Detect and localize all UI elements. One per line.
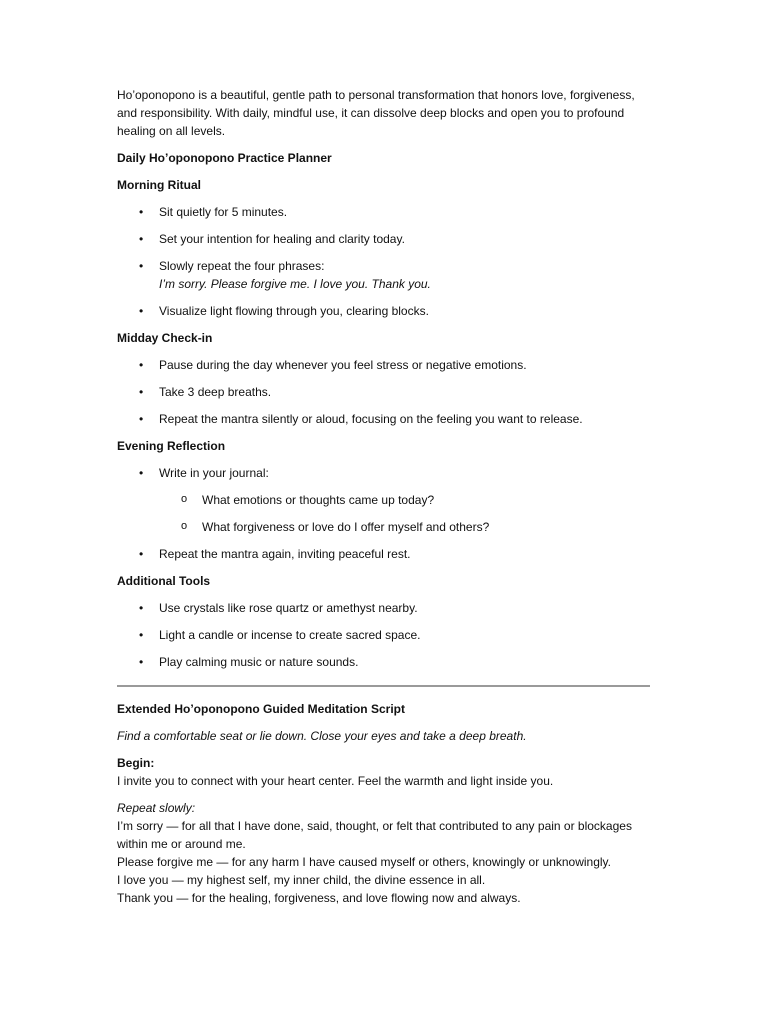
- planner-title: Daily Ho’oponopono Practice Planner: [117, 151, 332, 165]
- list-item: • Repeat the mantra again, inviting peaceful rest.: [117, 545, 650, 563]
- journal-prompts-list: [159, 491, 650, 536]
- meditation-title: Extended Ho’oponopono Guided Meditation Script: [117, 702, 405, 716]
- begin-label: Begin:: [117, 756, 155, 770]
- repeat-label: Repeat slowly:: [117, 801, 196, 815]
- list-item: • Repeat the mantra silently or aloud, focusing on the feeling you want to release.: [117, 410, 650, 428]
- evening-list: [117, 464, 650, 563]
- mantra-line: I love you — my highest self, my inner child, the divine essence in all.: [117, 873, 486, 887]
- document-content: [117, 86, 650, 916]
- list-item: • Take 3 deep breaths.: [117, 383, 650, 401]
- list-item: • Use crystals like rose quartz or amethyst nearby.: [117, 599, 650, 617]
- list-item: • Slowly repeat the four phrases: I’m sorry. Please forgive me. I love you. Thank you.: [117, 257, 650, 293]
- sub-list-item: o What emotions or thoughts came up today?: [117, 491, 650, 509]
- horizontal-divider: [117, 685, 650, 687]
- list-item: • Visualize light flowing through you, clearing blocks.: [117, 302, 650, 320]
- begin-text: I invite you to connect with your heart center. Feel the warmth and light inside you.: [117, 774, 554, 788]
- list-item: • Set your intention for healing and clarity today.: [117, 230, 650, 248]
- morning-heading: Morning Ritual: [117, 178, 201, 192]
- begin-section: [117, 754, 650, 790]
- midday-heading: Midday Check-in: [117, 331, 213, 345]
- tools-heading: Additional Tools: [117, 574, 211, 588]
- mantra-line: Thank you — for the healing, forgiveness, and love flowing now and always.: [117, 891, 521, 905]
- list-item: • Pause during the day whenever you feel stress or negative emotions.: [117, 356, 650, 374]
- list-item: • Light a candle or incense to create sacred space.: [117, 626, 650, 644]
- midday-list: [117, 356, 650, 428]
- mantra-line: Please forgive me — for any harm I have caused myself or others, knowingly or unknowingly.: [117, 855, 612, 869]
- meditation-instruction: Find a comfortable seat or lie down. Close your eyes and take a deep breath.: [117, 729, 527, 743]
- list-item: • Sit quietly for 5 minutes.: [117, 203, 650, 221]
- sub-list-item: o What forgiveness or love do I offer myself and others?: [117, 518, 650, 536]
- list-item: • Write in your journal: o What emotions or thoughts came up today? o What forgiveness or love do I offer myself and others?: [117, 464, 650, 536]
- tools-list: [117, 599, 650, 671]
- intro-paragraph: Ho’oponopono is a beautiful, gentle path to personal transformation that honors love, forgiveness, and responsibility. With daily, mindful use, it can dissolve deep blocks and open you to profound healing on all levels.: [117, 88, 635, 138]
- repeat-section: [117, 799, 650, 907]
- list-item: • Play calming music or nature sounds.: [117, 653, 650, 671]
- mantra-line: I’m sorry — for all that I have done, said, thought, or felt that contributed to any pain or blockages within me or around me.: [117, 819, 632, 851]
- four-phrases: I’m sorry. Please forgive me. I love you. Thank you.: [159, 277, 431, 291]
- morning-list: [117, 203, 650, 320]
- evening-heading: Evening Reflection: [117, 439, 226, 453]
